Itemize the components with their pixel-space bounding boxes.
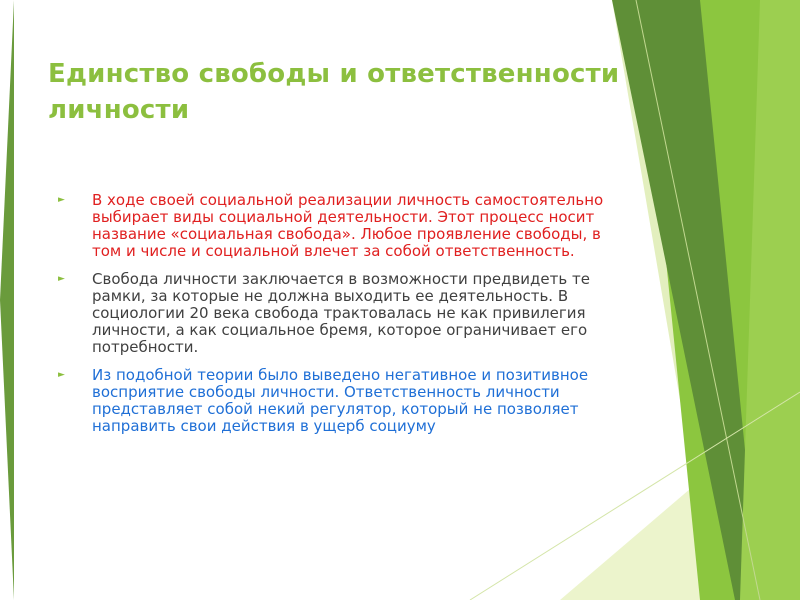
bullet-arrow-icon: ► xyxy=(58,274,65,284)
bullet-arrow-icon: ► xyxy=(58,370,65,380)
bullet-arrow-icon: ► xyxy=(58,195,65,205)
bullet-item xyxy=(58,271,618,356)
bullet-text: Свобода личности заключается в возможности предвидеть те рамки, за которые не должна выходить ее деятельность. В социологии 20 века свобода трактовалась не как привилегия личности, а как социальное бремя, которое ограничивает его потребности. xyxy=(92,270,590,356)
bullet-text: Из подобной теории было выведено негативное и позитивное восприятие свободы личности. Ответственность личности представляет собой некий регулятор, который не позволяет направить свои действия в ущерб социуму xyxy=(92,366,589,435)
slide-title: Единство свободы и ответственности личности xyxy=(48,59,620,125)
bullet-item xyxy=(58,367,618,435)
bullet-item xyxy=(58,192,618,260)
bullet-list xyxy=(58,192,618,446)
left-edge-stripe xyxy=(0,0,14,600)
bullet-text: В ходе своей социальной реализации личность самостоятельно выбирает виды социальной деятельности. Этот процесс носит название «социальная свобода». Любое проявление свободы, в том и числе и социальной влечет за собой ответственность. xyxy=(92,191,604,260)
